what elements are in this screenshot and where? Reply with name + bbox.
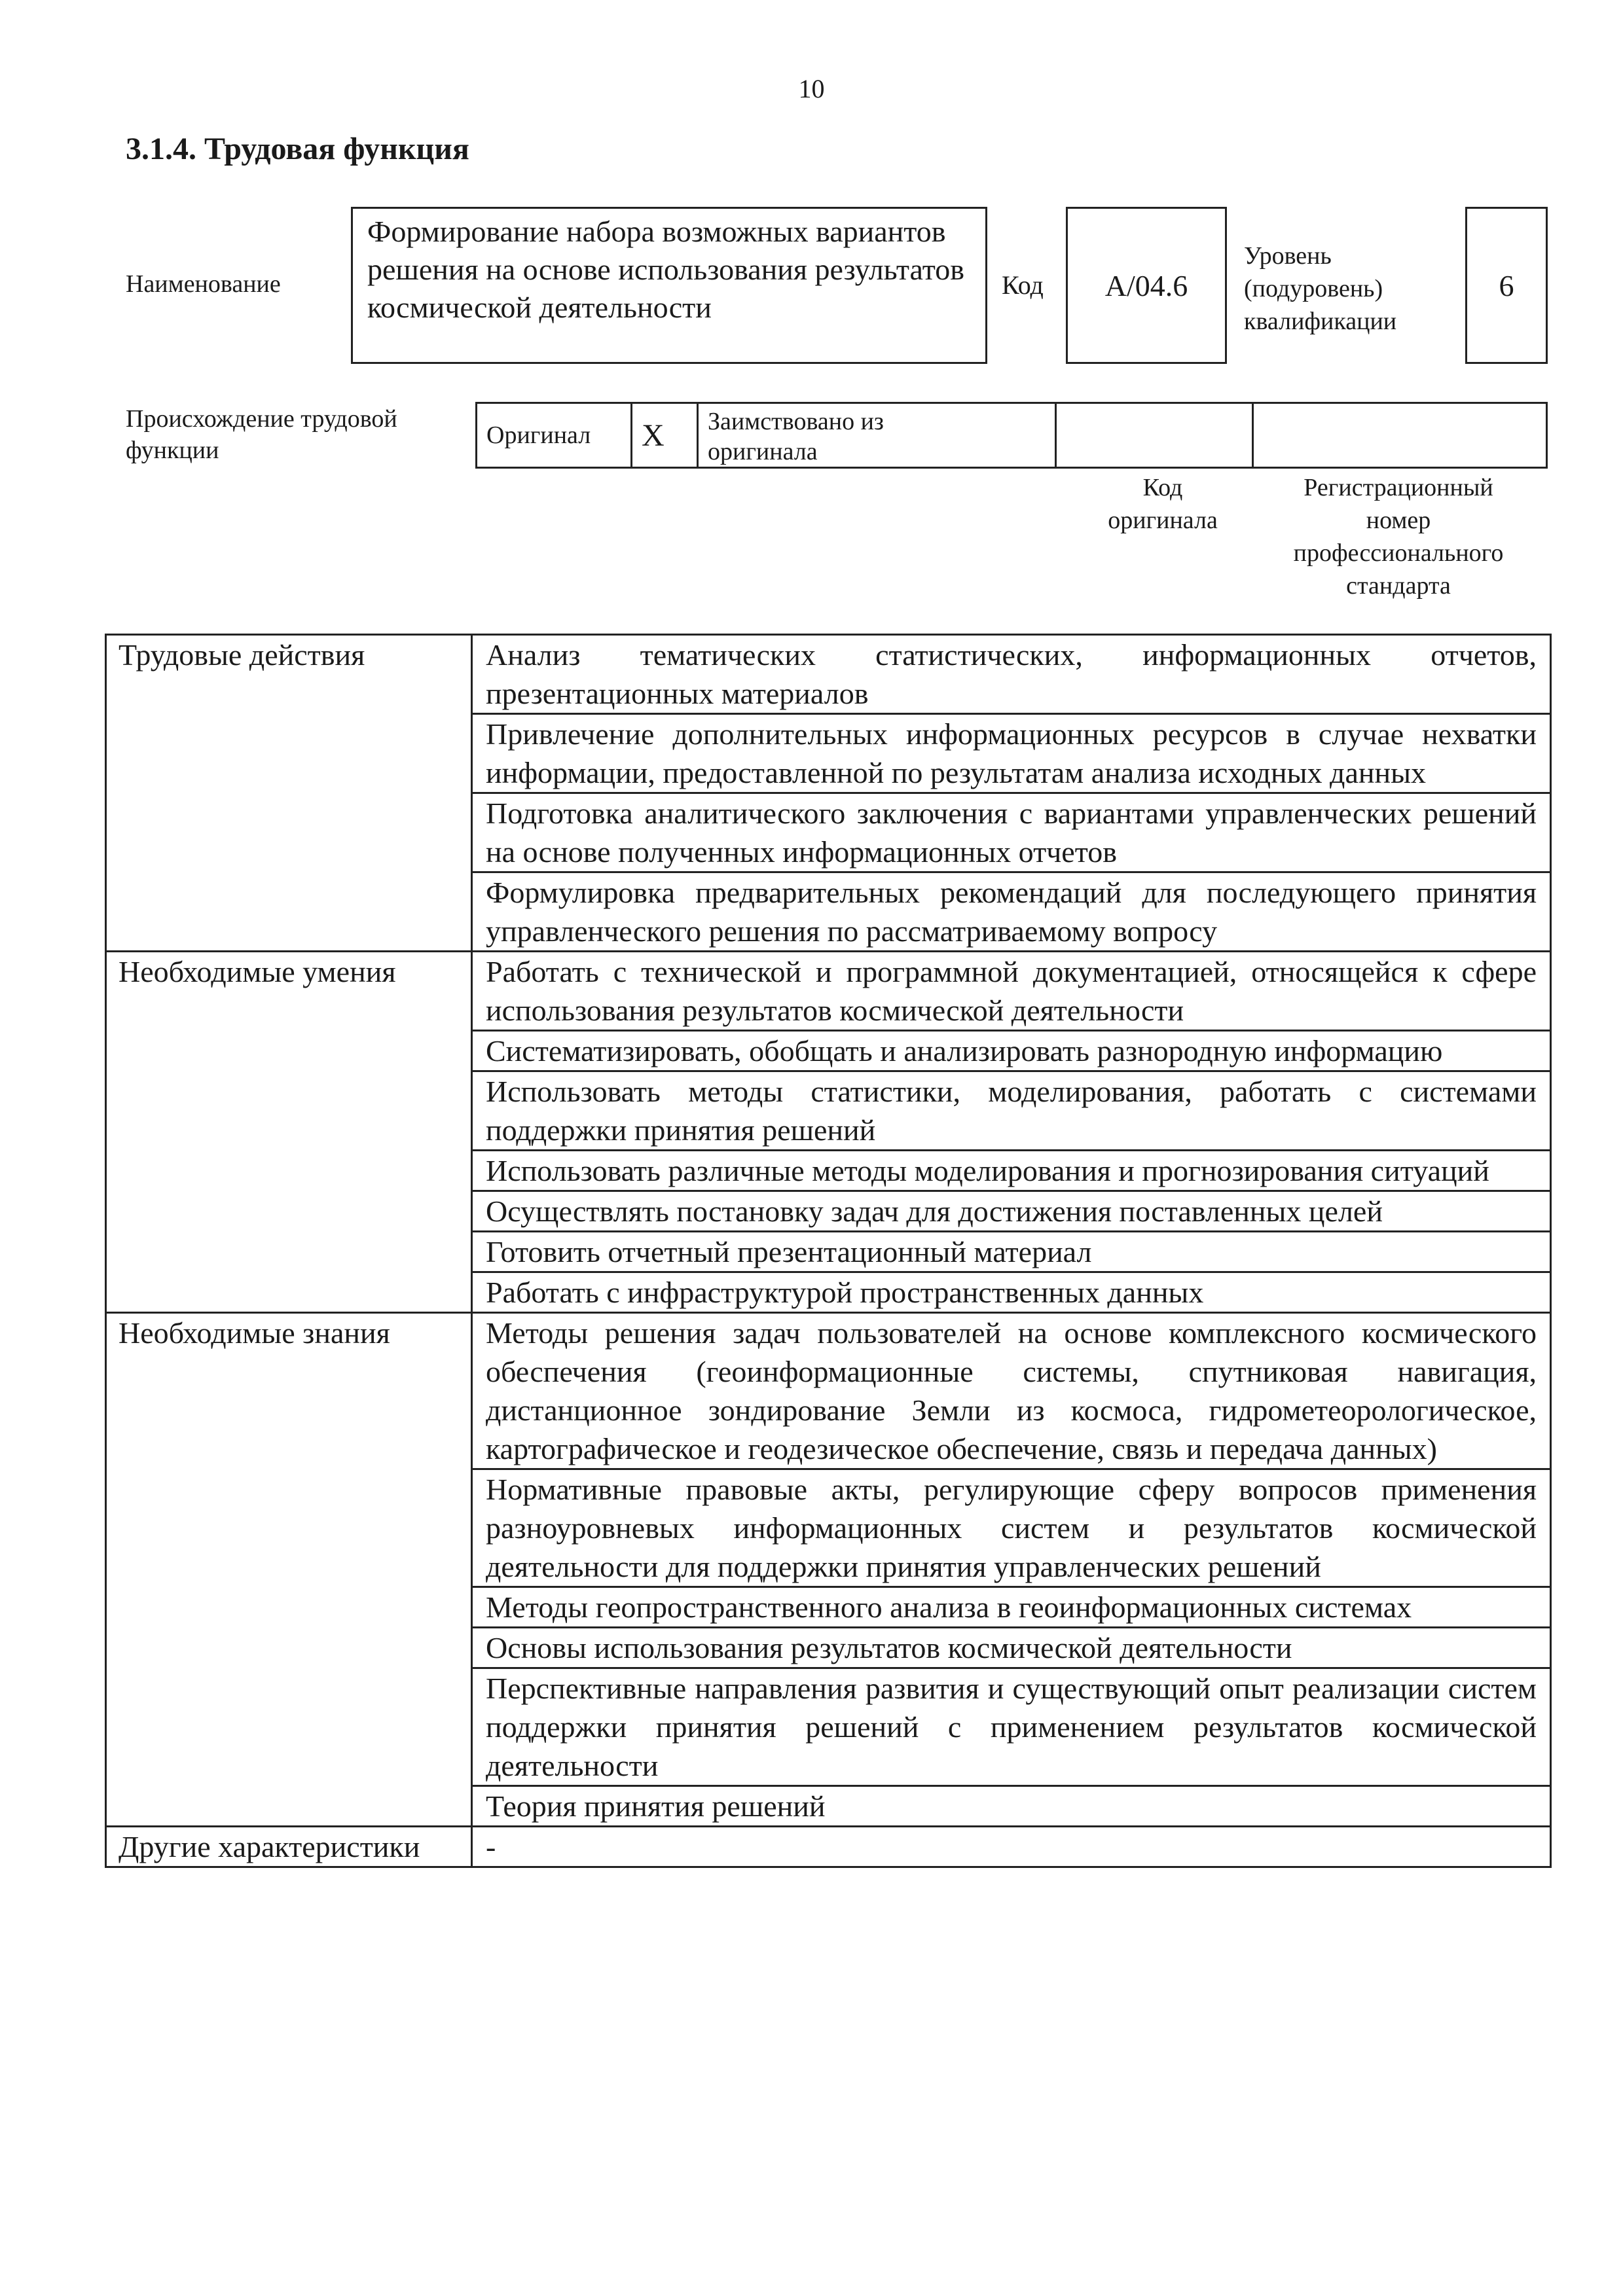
table-row bbox=[106, 635, 1551, 714]
section-item: Готовить отчетный презентационный материал bbox=[472, 1232, 1551, 1272]
section-item: Подготовка аналитического заключения с вариантами управленческих решений на основе полученных информационных отчетов bbox=[472, 793, 1551, 872]
section-heading: Другие характеристики bbox=[106, 1827, 472, 1867]
section-item: Методы геопространственного анализа в геоинформационных системах bbox=[472, 1587, 1551, 1628]
original-label-cell bbox=[477, 403, 632, 468]
level-label-line: Уровень bbox=[1244, 242, 1332, 270]
section-heading: Необходимые умения bbox=[106, 952, 472, 1313]
borrowed-label-line: Заимствовано из bbox=[708, 408, 884, 435]
table-row bbox=[106, 952, 1551, 1031]
origin-label bbox=[126, 403, 397, 466]
section-item: Использовать методы статистики, моделирования, работать с системами поддержки принятия решений bbox=[472, 1071, 1551, 1151]
section-item: Методы решения задач пользователей на основе комплексного космического обеспечения (геоинформационные системы, спутниковая навигация, дистанционное зондирование Земли из космоса, гидрометеорологическое, картографическое и геодезическое обеспечение, связь и передача данных) bbox=[472, 1313, 1551, 1469]
caption-line: номер bbox=[1366, 507, 1431, 534]
section-item: Основы использования результатов космической деятельности bbox=[472, 1628, 1551, 1668]
section-item: Перспективные направления развития и существующий опыт реализации систем поддержки принятия решений с применением результатов космической деятельности bbox=[472, 1668, 1551, 1786]
caption-line: профессионального bbox=[1293, 539, 1504, 567]
labor-function-table bbox=[105, 634, 1552, 1868]
code-value: A/04.6 bbox=[1104, 268, 1188, 302]
origin-label-line: функции bbox=[126, 437, 219, 464]
section-item: Теория принятия решений bbox=[472, 1786, 1551, 1827]
code-label: Код bbox=[1002, 270, 1044, 300]
section-heading: Необходимые знания bbox=[106, 1313, 472, 1827]
origin-table bbox=[475, 402, 1548, 469]
section-item: Работать с инфраструктурой пространственных данных bbox=[472, 1272, 1551, 1313]
original-code-caption bbox=[1074, 471, 1252, 537]
table-row bbox=[106, 1313, 1551, 1469]
section-item: Анализ тематических статистических, информационных отчетов, презентационных материалов bbox=[472, 635, 1551, 714]
caption-line: стандарта bbox=[1346, 572, 1451, 600]
borrowed-label-cell bbox=[698, 403, 1056, 468]
section-item: Работать с технической и программной документацией, относящейся к сфере использования результатов космической деятельности bbox=[472, 952, 1551, 1031]
level-value: 6 bbox=[1499, 268, 1514, 302]
code-value-box bbox=[1066, 207, 1227, 364]
page-number: 10 bbox=[798, 74, 825, 103]
level-value-box bbox=[1465, 207, 1548, 364]
section-item: - bbox=[472, 1827, 1551, 1867]
caption-line: Регистрационный bbox=[1304, 474, 1493, 501]
registration-number-cell bbox=[1253, 403, 1547, 468]
original-mark-cell bbox=[632, 403, 698, 468]
name-value: Формирование набора возможных вариантов решения на основе использования результатов космической деятельности bbox=[367, 215, 964, 324]
caption-line: оригинала bbox=[1108, 507, 1218, 534]
name-value-box bbox=[351, 207, 987, 364]
level-label-line: квалификации bbox=[1244, 308, 1397, 335]
table-row bbox=[106, 1827, 1551, 1867]
name-label: Наименование bbox=[126, 270, 281, 298]
section-item: Привлечение дополнительных информационных ресурсов в случае нехватки информации, предоставленной по результатам анализа исходных данных bbox=[472, 714, 1551, 793]
section-item: Формулировка предварительных рекомендаций для последующего принятия управленческого решения по рассматриваемому вопросу bbox=[472, 872, 1551, 952]
borrowed-label-line: оригинала bbox=[708, 438, 818, 465]
original-code-cell bbox=[1056, 403, 1253, 468]
caption-line: Код bbox=[1142, 474, 1183, 501]
level-label-line: (подуровень) bbox=[1244, 275, 1383, 302]
original-label: Оригинал bbox=[486, 422, 591, 449]
section-title: 3.1.4. Трудовая функция bbox=[126, 132, 469, 166]
origin-label-line: Происхождение трудовой bbox=[126, 405, 397, 433]
registration-number-caption bbox=[1248, 471, 1549, 602]
labor-function-table-body bbox=[106, 635, 1551, 1867]
section-item: Осуществлять постановку задач для достижения поставленных целей bbox=[472, 1191, 1551, 1232]
original-mark: X bbox=[642, 418, 665, 453]
section-item: Использовать различные методы моделирования и прогнозирования ситуаций bbox=[472, 1151, 1551, 1191]
section-item: Систематизировать, обобщать и анализировать разнородную информацию bbox=[472, 1031, 1551, 1071]
level-label bbox=[1244, 240, 1396, 338]
section-item: Нормативные правовые акты, регулирующие сферу вопросов применения разноуровневых информационных систем и результатов космической деятельности для поддержки принятия управленческих решений bbox=[472, 1469, 1551, 1587]
section-heading: Трудовые действия bbox=[106, 635, 472, 952]
